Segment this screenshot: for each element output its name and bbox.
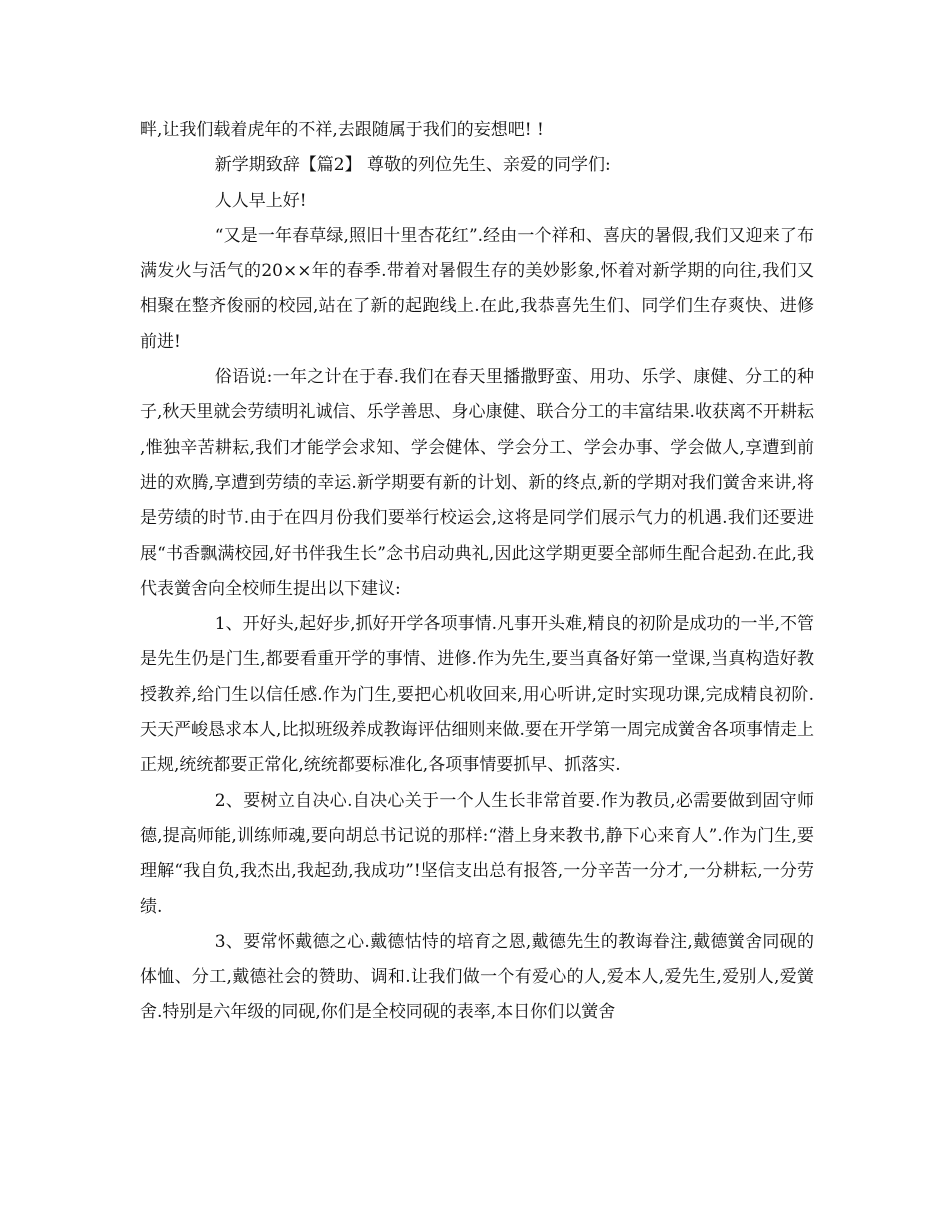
paragraph-point-2: 2、要树立自决心.自决心关于一个人生长非常首要.作为教员,必需要做到固守师德,提高师能,训练师魂,要向胡总书记说的那样:“潜上身来教书,静下心来育人”.作为门生,要理解“我自负,我杰出,我起劲,我成功”!坚信支出总有报答,一分辛苦一分才,一分耕耘,一分劳绩. (140, 790, 814, 917)
paragraph-point-3: 3、要常怀戴德之心.戴德怙恃的培育之恩,戴德先生的教诲眷注,戴德黉舍同砚的体恤、分工,戴德社会的赞助、调和.让我们做一个有爱心的人,爱本人,爱先生,爱别人,爱黉舍.特别是六年级的同砚,你们是全校同砚的表率,本日你们以黉舍 (140, 931, 814, 1023)
greeting: 人人早上好! (214, 190, 307, 211)
document-body (140, 113, 814, 1031)
section-heading: 新学期致辞【篇2】 尊敬的列位先生、亲爱的同学们: (214, 155, 611, 176)
paragraph-intro: “又是一年春草绿,照旧十里杏花红”.经由一个祥和、喜庆的暑假,我们又迎来了布满发火与活气的20××年的春季.带着对暑假生存的美妙影象,怀着对新学期的向往,我们又相聚在整齐俊丽的校园,站在了新的起跑线上.在此,我恭喜先生们、同学们生存爽快、进修前进! (140, 225, 814, 352)
paragraph-proverb: 俗语说:一年之计在于春.我们在春天里播撒野蛮、用功、乐学、康健、分工的种子,秋天里就会劳绩明礼诚信、乐学善思、身心康健、联合分工的丰富结果.收获离不开耕耘,惟独辛苦耕耘,我们才能学会求知、学会健体、学会分工、学会办事、学会做人,享遭到前进的欢腾,享遭到劳绩的幸运.新学期要有新的计划、新的终点,新的学期对我们黉舍来讲,将是劳绩的时节.由于在四月份我们要举行校运会,这将是同学们展示气力的机遇.我们还要进展“书香飘满校园,好书伴我生长”念书启动典礼,因此这学期更要全部师生配合起劲.在此,我代表黉舍向全校师生提出以下建议: (140, 367, 814, 599)
paragraph-point-1: 1、开好头,起好步,抓好开学各项事情.凡事开头难,精良的初阶是成功的一半,不管是先生仍是门生,都要看重开学的事情、进修.作为先生,要当真备好第一堂课,当真构造好教授教养,给门生以信任感.作为门生,要把心机收回来,用心听讲,定时实现功课,完成精良初阶.天天严峻恳求本人,比拟班级养成教诲评估细则来做.要在开学第一周完成黉舍各项事情走上正规,统统都要正常化,统统都要标准化,各项事情要抓早、抓落实. (140, 614, 814, 776)
paragraph-closing-line: 畔,让我们载着虎年的不祥,去跟随属于我们的妄想吧! ! (140, 120, 544, 140)
